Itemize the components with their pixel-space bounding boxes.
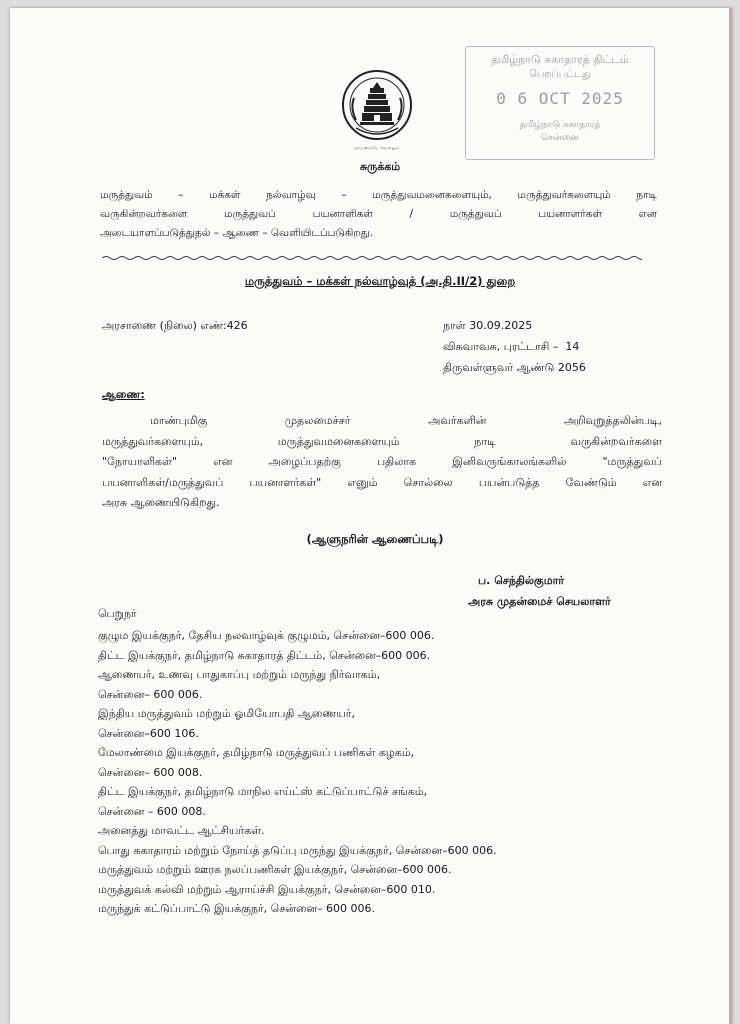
page-edge: [729, 8, 732, 1024]
order-date: நாள் 30.09.2025: [443, 319, 533, 332]
order-line: அரசு ஆணையிடுகிறது.: [102, 496, 220, 509]
recipient-line: இந்திய மருத்துவம் மற்றும் ஓமியோபதி ஆணையர்,: [98, 707, 355, 720]
stamp-line-2: பெறப்பட்டது: [529, 69, 591, 80]
go-number: அரசாணை (நிலை) எண்:426: [102, 319, 248, 332]
recipient-line: பொது சுகாதாரம் மற்றும் நோய்த் தடுப்பு மருந்து இயக்குநர், சென்னை–600 006.: [98, 843, 497, 857]
recipients-list: [98, 626, 698, 919]
summary-title: சுருக்கம்: [359, 160, 401, 173]
wavy-divider: [102, 255, 642, 261]
tamil-calendar-date: விசுவாவசு, புரட்டாசி – 14: [443, 340, 580, 353]
order-line: பயனாளிகள்/மருத்துவப் பயனாளர்கள்" எனும் சொல்லை பயன்படுத்த வேண்டும் என: [102, 475, 662, 489]
recipient-line: ஆணையர், உணவு பாதுகாப்பு மற்றும் மருந்து நிர்வாகம்,: [98, 668, 381, 681]
recipient-line: சென்னை–600 106.: [98, 726, 199, 740]
recipient-line: சென்னை– 600 008.: [98, 765, 203, 779]
recipient-line: திட்ட இயக்குநர், தமிழ்நாடு சுகாதாரத் திட்டம், சென்னை–600 006.: [98, 648, 431, 662]
department-heading: மருத்துவம் – மக்கள் நல்வாழ்வுத் (அ.தி.II/2) துறை: [244, 274, 516, 288]
recipients-heading: பெறுநர்: [98, 607, 137, 620]
stamp-line-4: தமிழ்நாடு சுகாதாரத்: [519, 120, 601, 130]
recipient-line: மேலாண்மை இயக்குநர், தமிழ்நாடு மருத்துவப் பணிகள் கழகம்,: [98, 746, 415, 759]
order-line: மாண்புமிகு முதலமைச்சர் அவர்களின் அறிவுறுத்தலின்படி,: [150, 414, 662, 427]
subject-line: மருத்துவம் – மக்கள் நல்வாழ்வு – மருத்துவமனைகளையும், மருத்துவர்களையும் நாடி: [100, 189, 657, 201]
recipient-line: சென்னை – 600 008.: [98, 804, 206, 818]
recipient-line: திட்ட இயக்குநர், தமிழ்நாடு மாநில எய்ட்ஸ் கட்டுப்பாட்டுச் சங்கம்,: [98, 785, 428, 798]
order-line: "நோயாளிகள்" என அழைப்பதற்கு பதிலாக இனிவருங்காலங்களில் "மருத்துவப்: [102, 455, 662, 468]
recipient-line: மருத்துவக் கல்வி மற்றும் ஆராய்ச்சி இயக்குநர், சென்னை–600 010.: [98, 882, 436, 896]
order-heading: ஆணை:: [102, 388, 145, 401]
subject-line: வருகின்றவர்களை மருத்துவப் பயனாளிகள் / மருத்துவப் பயனாளர்கள் என: [100, 208, 657, 220]
thiruvalluvar-year: திருவள்ளுவர் ஆண்டு 2056: [443, 361, 586, 374]
document-page: [10, 8, 732, 1024]
order-paragraph: [102, 411, 662, 514]
tamil-nadu-emblem-icon: [340, 68, 414, 148]
recipient-line: சென்னை– 600 006.: [98, 687, 203, 701]
subject-paragraph: [100, 186, 657, 243]
emblem-motto: வாய்மையே வெல்லும்: [354, 145, 400, 150]
stamp-line-5: சென்னை: [541, 133, 579, 143]
order-line: மருத்துவர்களையும், மருத்துவமனைகளையும் நாடி வருகின்றவர்களை: [102, 434, 662, 448]
recipient-line: அனைத்து மாவட்ட ஆட்சியர்கள்.: [98, 824, 265, 837]
recipient-line: மருந்துக் கட்டுப்பாட்டு இயக்குநர், சென்னை– 600 006.: [98, 902, 376, 915]
signatory-designation: அரசு முதன்மைச் செயலாளர்: [468, 595, 611, 608]
recipient-line: குழும இயக்குநர், தேசிய நலவாழ்வுக் குழுமம், சென்னை–600 006.: [98, 629, 435, 642]
stamp-line-1: தமிழ்நாடு சுகாதாரத் திட்டம்: [491, 53, 629, 66]
signatory-name: ப. செந்தில்குமார்: [478, 574, 565, 587]
stamp-date: 0 6 OCT 2025: [496, 89, 624, 108]
subject-line: அடையாளப்படுத்துதல் – ஆணை – வெளியிடப்படுகிறது.: [100, 227, 374, 239]
received-stamp: [465, 46, 655, 160]
recipient-line: மருத்துவம் மற்றும் ஊரக நலப்பணிகள் இயக்குநர், சென்னை–600 006.: [98, 863, 452, 876]
by-order-of-governor: (ஆளுநரின் ஆணைப்படி): [306, 532, 444, 546]
